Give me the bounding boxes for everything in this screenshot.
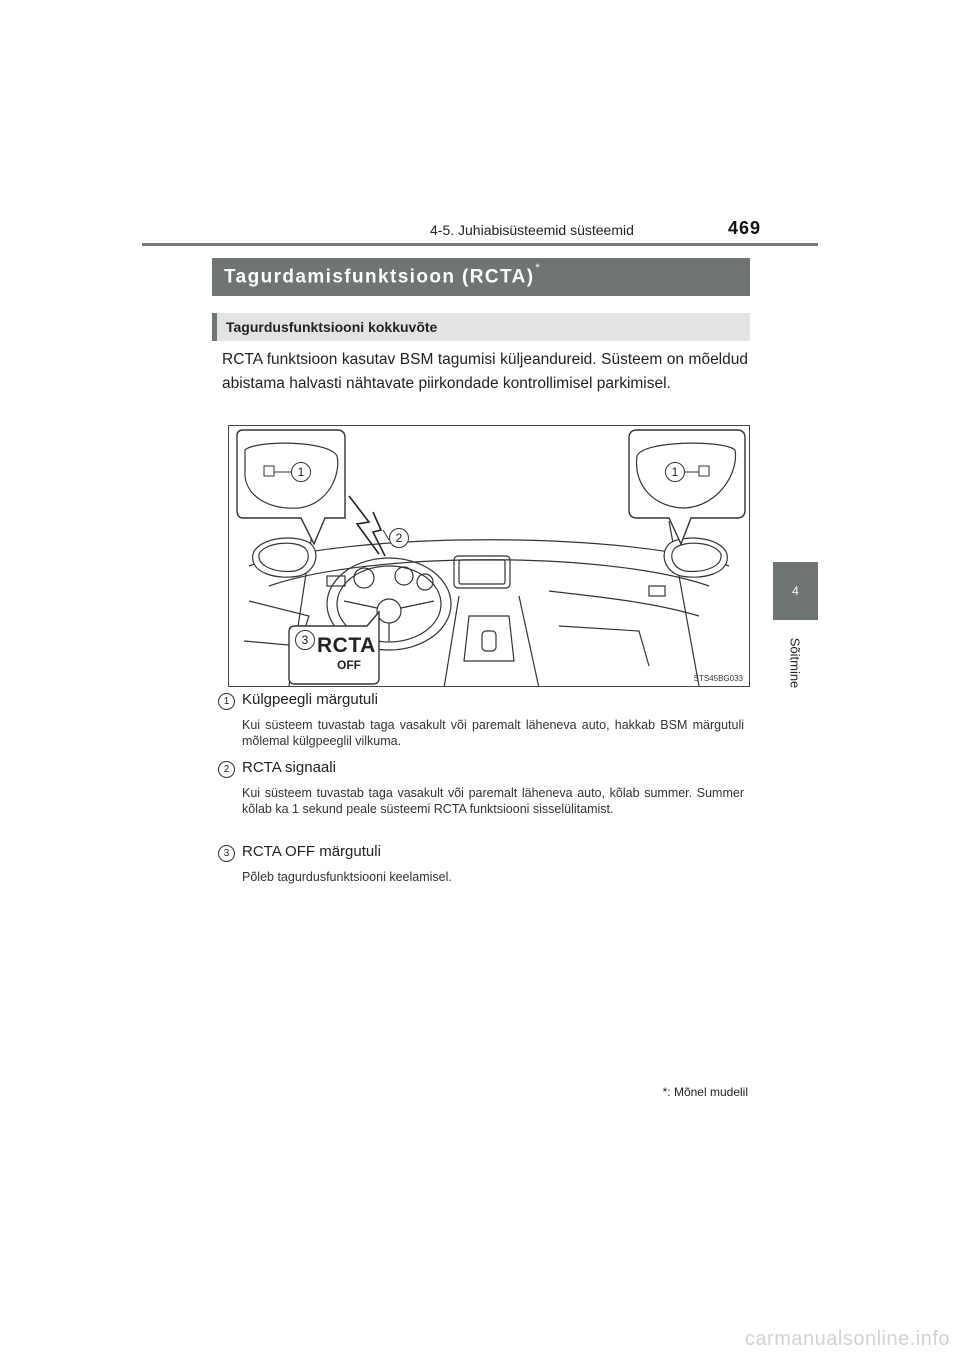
- footnote: *: Mõnel mudelil: [662, 1085, 748, 1099]
- dashboard-illustration: [228, 425, 750, 687]
- watermark: carmanualsonline.info: [744, 1328, 950, 1350]
- item-title: RCTA OFF märgutuli: [242, 843, 381, 860]
- figure-callout-3: 3: [295, 630, 315, 650]
- item-number: 3: [218, 845, 235, 862]
- subsection-title-bar: [212, 313, 750, 341]
- rcta-indicator-text: RCTA: [317, 634, 376, 657]
- page-number: 469: [728, 218, 762, 238]
- figure-callout-1-right: 1: [665, 462, 685, 482]
- item-description: Kui süsteem tuvastab taga vasakult või paremalt läheneva auto, hakkab BSM märgutuli mõlemal külgpeeglil vilkuma.: [242, 718, 744, 748]
- figure-callout-2: 2: [389, 528, 409, 548]
- item-description: Kui süsteem tuvastab taga vasakult või paremalt läheneva auto, kõlab summer. Summer kõlab ka 1 sekund peale süsteemi RCTA funktsiooni sisselülitamist.: [242, 786, 744, 816]
- running-header-section: 4-5. Juhiabisüsteemid süsteemid: [430, 222, 634, 238]
- item-title: Külgpeegli märgutuli: [242, 691, 378, 708]
- section-title-text: Tagurdamisfunktsioon (RCTA): [224, 266, 535, 288]
- intro-paragraph: RCTA funktsioon kasutav BSM tagumisi küljeandureid. Süsteem on mõeldud abistama halvasti nähtavate piirkondade kontrollimisel parkimisel.: [222, 351, 748, 392]
- section-title: [224, 262, 542, 288]
- figure-callout-1-left: 1: [291, 462, 311, 482]
- chapter-tab-label: [772, 628, 818, 698]
- header-rule: [142, 243, 818, 246]
- subsection-title: Tagurdusfunktsiooni kokkuvõte: [226, 319, 438, 335]
- chapter-tab-label-text: Sõitmine: [787, 637, 803, 689]
- section-title-bar: [212, 258, 750, 296]
- item-number: 2: [218, 761, 235, 778]
- chapter-tab-number: 4: [773, 562, 818, 620]
- section-title-mark: *: [535, 262, 542, 274]
- item-description: Põleb tagurdusfunktsiooni keelamisel.: [242, 870, 452, 884]
- item-title: RCTA signaali: [242, 759, 336, 776]
- figure-code: STS45BG033: [693, 674, 743, 683]
- rcta-indicator-subtext: OFF: [337, 658, 361, 672]
- item-number: 1: [218, 693, 235, 710]
